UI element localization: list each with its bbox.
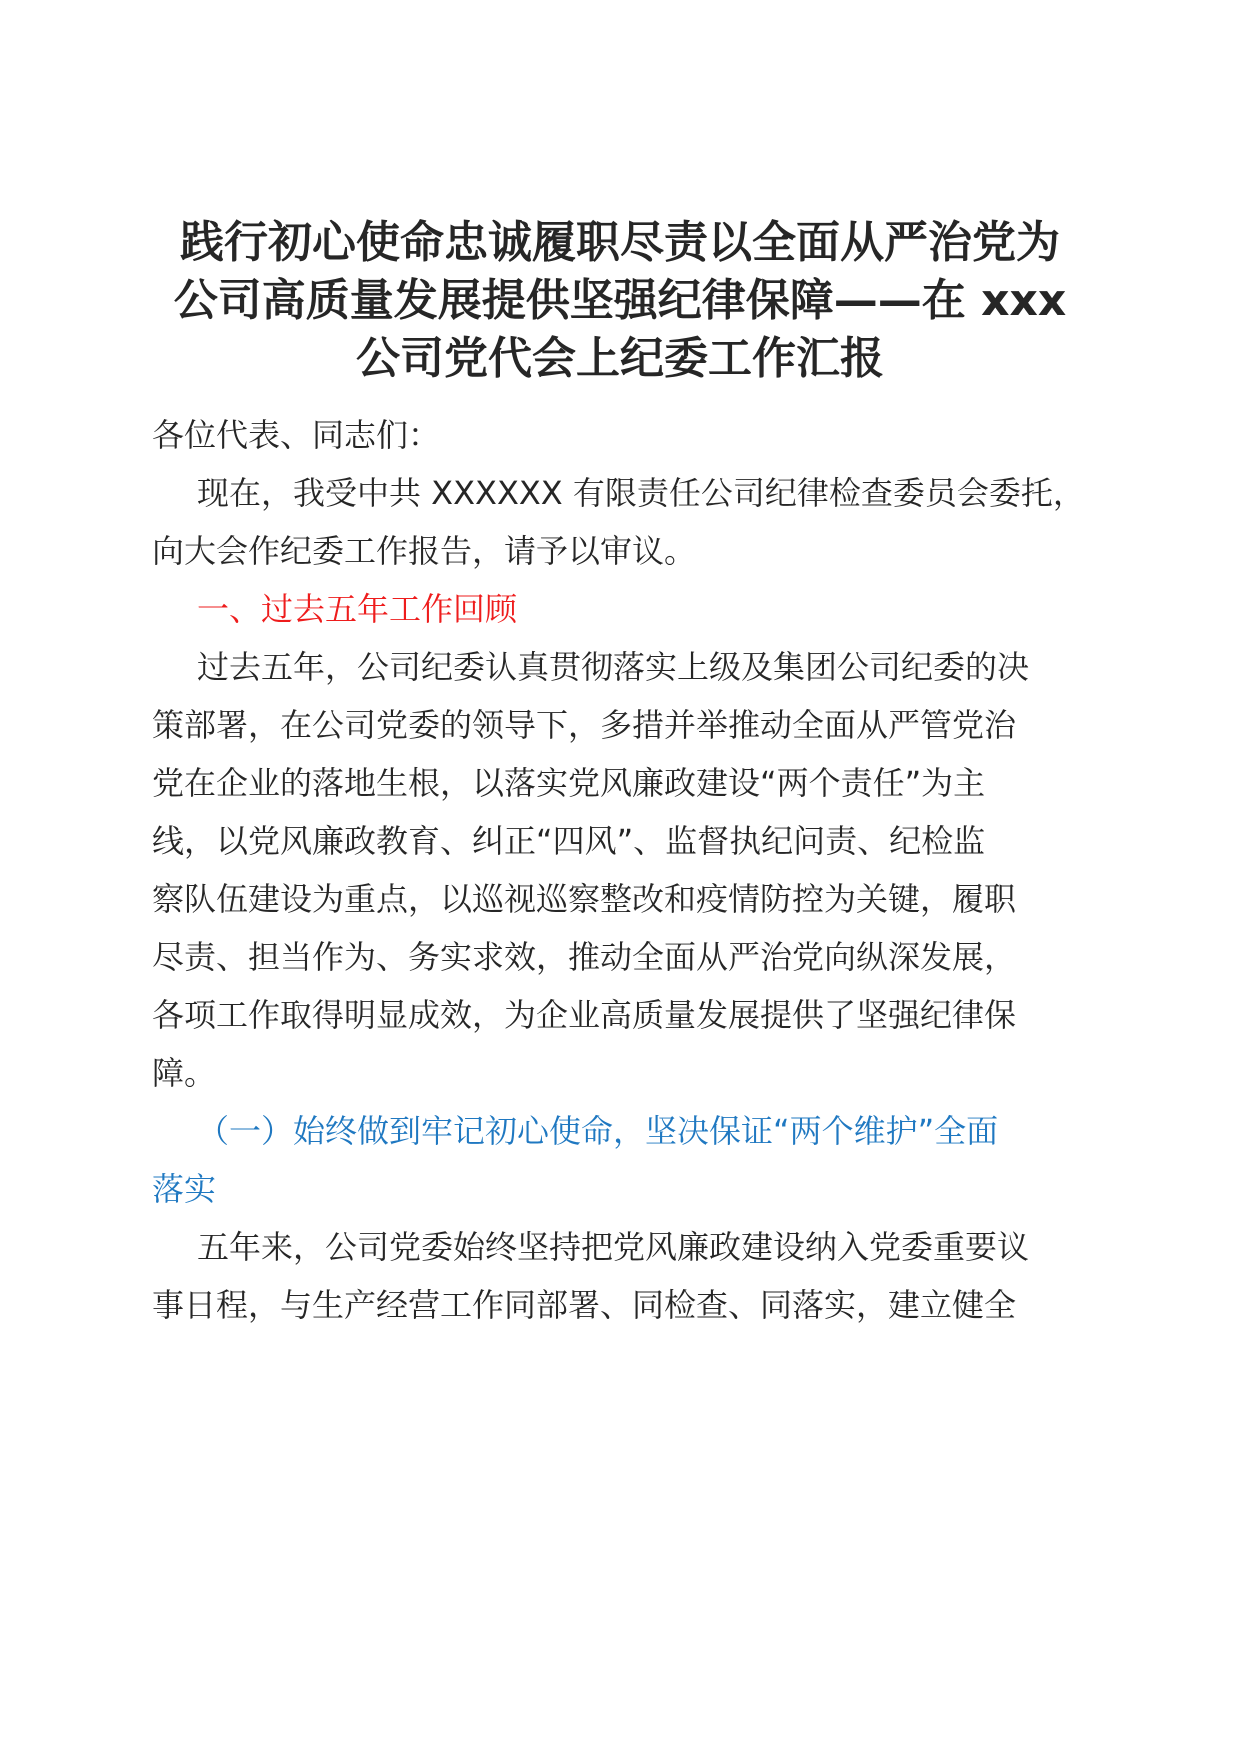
body-line: 各项工作取得明显成效，为企业高质量发展提供了坚强纪律保 xyxy=(152,996,1017,1034)
body-line: 过去五年，公司纪委认真贯彻落实上级及集团公司纪委的决 xyxy=(197,648,1030,686)
title-line-1: 践行初心使命忠诚履职尽责以全面从严治党为 xyxy=(180,217,1060,268)
subsection-heading-line-1: （一）始终做到牢记初心使命，坚决保证“两个维护”全面 xyxy=(197,1112,999,1150)
body-line: 事日程，与生产经营工作同部署、同检查、同落实，建立健全 xyxy=(152,1286,1017,1324)
document-title xyxy=(140,214,1100,388)
section-heading: 一、过去五年工作回顾 xyxy=(197,590,518,628)
title-line-3: 公司党代会上纪委工作汇报 xyxy=(356,333,884,384)
body-line: 察队伍建设为重点，以巡视巡察整改和疫情防控为关键，履职 xyxy=(152,880,1017,918)
body-line: 线，以党风廉政教育、纠正“四风”、监督执纪问责、纪检监 xyxy=(152,822,986,860)
greeting: 各位代表、同志们： xyxy=(152,416,441,454)
body-line: 五年来，公司党委始终坚持把党风廉政建设纳入党委重要议 xyxy=(197,1228,1030,1266)
body-line: 障。 xyxy=(152,1054,217,1092)
body-line: 策部署，在公司党委的领导下，多措并举推动全面从严管党治 xyxy=(152,706,1017,744)
body-line: 党在企业的落地生根，以落实党风廉政建设“两个责任”为主 xyxy=(152,764,986,802)
title-line-2: 公司高质量发展提供坚强纪律保障——在 xxx xyxy=(173,275,1067,326)
intro-line-2: 向大会作纪委工作报告，请予以审议。 xyxy=(152,532,697,570)
subsection-heading-line-2: 落实 xyxy=(152,1170,217,1208)
body-line: 尽责、担当作为、务实求效，推动全面从严治党向纵深发展， xyxy=(152,938,1017,976)
intro-line-1: 现在，我受中共 XXXXXX 有限责任公司纪律检查委员会委托， xyxy=(197,474,1085,512)
